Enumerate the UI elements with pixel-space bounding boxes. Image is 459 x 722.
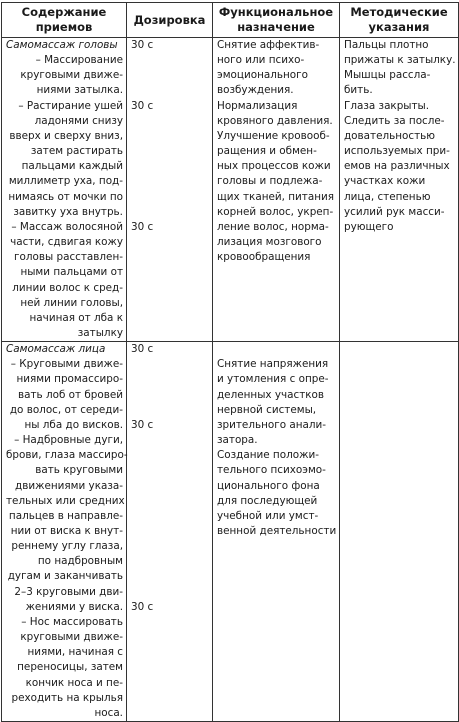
cell-line: 30 с: [131, 39, 154, 51]
header-notes: [340, 3, 459, 38]
cell-line: жениями у виска.: [25, 600, 123, 613]
cell-line: [131, 448, 209, 463]
cell-line: довательностью: [344, 129, 436, 142]
cell-line: [131, 569, 209, 584]
cell-line: нимаясь от мочки по: [8, 190, 123, 203]
cell-notes: [340, 342, 459, 722]
cell-line: емов на различных: [344, 160, 450, 173]
cell-line: прижаты к затылку.: [344, 54, 456, 67]
cell-line: реннему углу глаза,: [11, 540, 123, 553]
cell-line: венной деятельности: [217, 525, 337, 537]
cell-line: Улучшение кровооб-: [217, 129, 330, 142]
cell-line: – Массирование: [35, 54, 123, 67]
cell-line: [131, 129, 209, 144]
cell-line: головы и подлежа-: [217, 175, 323, 188]
cell-line: Самомассаж головы: [6, 39, 118, 51]
cell-line: 30 с: [131, 99, 154, 112]
cell-line: ны лба до висков.: [24, 418, 123, 431]
cell-line: до волос, от середи-: [9, 403, 123, 416]
cell-line: дугам и заканчивать: [7, 570, 123, 583]
cell-line: головы расставлен-: [14, 251, 123, 264]
cell-line: движениями указа-: [15, 479, 123, 492]
cell-line: круговыми движе-: [20, 69, 123, 82]
cell-line: ней линии головы,: [20, 296, 123, 309]
cell-line: зрительного анали-: [217, 418, 327, 431]
cell-line: Самомассаж лица: [6, 343, 106, 356]
cell-line: корней волос, укреп-: [217, 205, 334, 218]
cell-line: [131, 494, 209, 509]
cell-line: [131, 159, 209, 174]
cell-line: нервной системы,: [217, 403, 317, 416]
cell-line: переносицы, затем: [17, 661, 123, 674]
cell-line: [131, 114, 209, 129]
cell-line: вверх и сверху вниз,: [9, 129, 123, 142]
cell-line: участках кожи: [344, 175, 426, 188]
cell-line: [131, 190, 209, 205]
cell-line: ного или психо-: [217, 54, 305, 67]
cell-line: [131, 463, 209, 478]
cell-line: 30 с: [131, 418, 154, 431]
cell-line: кровообращения: [217, 251, 311, 264]
cell-line: тельного психоэмо-: [217, 464, 326, 477]
header-content: [2, 3, 127, 38]
cell-line: [131, 68, 209, 83]
cell-line: для последующей: [217, 494, 318, 507]
header-function: [213, 3, 340, 38]
cell-function: [213, 38, 340, 342]
cell-line: линии волос к сред-: [12, 281, 123, 294]
cell-line: деленных участков: [217, 388, 325, 401]
cell-line: пальцев в направле-: [8, 509, 123, 522]
cell-line: ращения и обмен-: [217, 145, 317, 158]
cell-line: ниями промассиро-: [16, 373, 123, 386]
header-dosage-line-1: Дозировка: [133, 12, 206, 27]
cell-line: – Надбровные дуги,: [14, 434, 123, 447]
cell-line: Нормализация: [217, 99, 298, 112]
cell-line: учебной или умст-: [217, 509, 319, 522]
cell-content: [2, 342, 127, 722]
cell-line: кончик носа и пе-: [25, 676, 123, 689]
cell-line: ных процессов кожи: [217, 160, 331, 173]
cell-line: рующего: [344, 220, 394, 233]
cell-notes: [340, 38, 459, 342]
cell-line: [131, 509, 209, 524]
cell-line: усилий рук масси-: [344, 205, 445, 218]
cell-line: тельных или средних: [6, 494, 125, 507]
cell-line: бить.: [344, 84, 373, 97]
cell-line: Мышцы рассла-: [344, 69, 431, 82]
cell-line: [131, 479, 209, 494]
cell-line: – Круговыми движе-: [10, 358, 123, 371]
cell-line: вать круговыми: [35, 464, 123, 477]
cell-line: кровяного давления.: [217, 114, 333, 127]
header-function-line-2: назначение: [237, 20, 315, 34]
cell-line: части, сдвигая кожу: [10, 236, 123, 249]
cell-line: Глаза закрыты.: [344, 99, 430, 112]
cell-line: Снятие аффектив-: [217, 39, 320, 51]
header-content-line-2: приемов: [35, 20, 93, 34]
cell-line: лица, степенью: [344, 190, 431, 203]
cell-line: 30 с: [131, 600, 154, 613]
section-face-massage: [2, 342, 459, 722]
cell-line: затора.: [217, 434, 258, 447]
cell-line: 30 с: [131, 220, 154, 233]
cell-line: завитку уха внутрь.: [13, 205, 123, 218]
cell-line: 30 с: [131, 343, 154, 356]
header-row: [2, 3, 459, 38]
cell-line: нии от виска к внут-: [10, 525, 123, 537]
cell-line: по надбровным: [37, 555, 123, 568]
cell-line: эмоционального: [217, 69, 308, 82]
cell-line: [131, 83, 209, 98]
cell-line: ление волос, норма-: [217, 220, 329, 233]
cell-line: носа.: [94, 706, 123, 719]
section-head-massage: [2, 38, 459, 342]
cell-line: Создание положи-: [217, 449, 319, 462]
cell-line: ниями затылка.: [36, 84, 123, 97]
cell-line: [131, 174, 209, 189]
header-content-line-1: Содержание: [21, 5, 107, 19]
cell-line: – Массаж волосяной: [11, 220, 123, 233]
header-function-line-1: Функциональное: [218, 5, 334, 19]
cell-line: брови, глаза массиро-: [6, 449, 128, 462]
cell-line: 2–3 круговыми дви-: [14, 585, 123, 598]
cell-line: [217, 342, 336, 357]
cell-line: [131, 554, 209, 569]
cell-function: [213, 342, 340, 722]
cell-line: возбуждения.: [217, 84, 294, 97]
cell-line: Пальцы плотно: [344, 39, 429, 51]
cell-line: [131, 388, 209, 403]
cell-line: [131, 585, 209, 600]
cell-line: [131, 53, 209, 68]
cell-line: миллиметр уха, под-: [8, 175, 123, 188]
header-notes-line-1: Методические: [350, 5, 448, 19]
cell-content: [2, 38, 127, 342]
cell-line: затем растирать: [30, 145, 123, 158]
massage-table: [1, 2, 459, 722]
cell-line: затылку: [77, 326, 123, 339]
cell-line: ниями, начиная с: [27, 646, 123, 659]
cell-line: [131, 357, 209, 372]
cell-line: и утомления с опре-: [217, 373, 329, 386]
cell-line: лизация мозгового: [217, 236, 322, 249]
cell-line: используемых при-: [344, 145, 450, 158]
cell-line: ладонями снизу: [34, 114, 123, 127]
cell-line: щих тканей, питания: [217, 190, 334, 203]
cell-line: [131, 205, 209, 220]
cell-line: Следить за после-: [344, 114, 445, 127]
cell-line: [131, 539, 209, 554]
cell-line: – Нос массировать: [21, 615, 123, 628]
cell-line: – Растирание ушей: [18, 99, 123, 112]
cell-line: [131, 433, 209, 448]
cell-line: ционального фона: [217, 479, 320, 492]
cell-line: вать лоб от бровей: [17, 388, 123, 401]
cell-line: [131, 144, 209, 159]
cell-dosage: [127, 342, 213, 722]
cell-line: круговыми движе-: [20, 631, 123, 644]
header-dosage: [127, 3, 213, 38]
cell-line: Снятие напряжения: [217, 358, 329, 371]
cell-line: реходить на крылья: [11, 691, 123, 704]
cell-line: пальцами каждый: [21, 160, 123, 173]
cell-line: [131, 372, 209, 387]
header-notes-line-2: указания: [368, 20, 430, 34]
cell-line: [131, 403, 209, 418]
cell-dosage: [127, 38, 213, 342]
cell-line: ными пальцами от: [20, 266, 123, 279]
cell-line: [131, 524, 209, 539]
cell-line: начиная от лба к: [29, 311, 123, 324]
